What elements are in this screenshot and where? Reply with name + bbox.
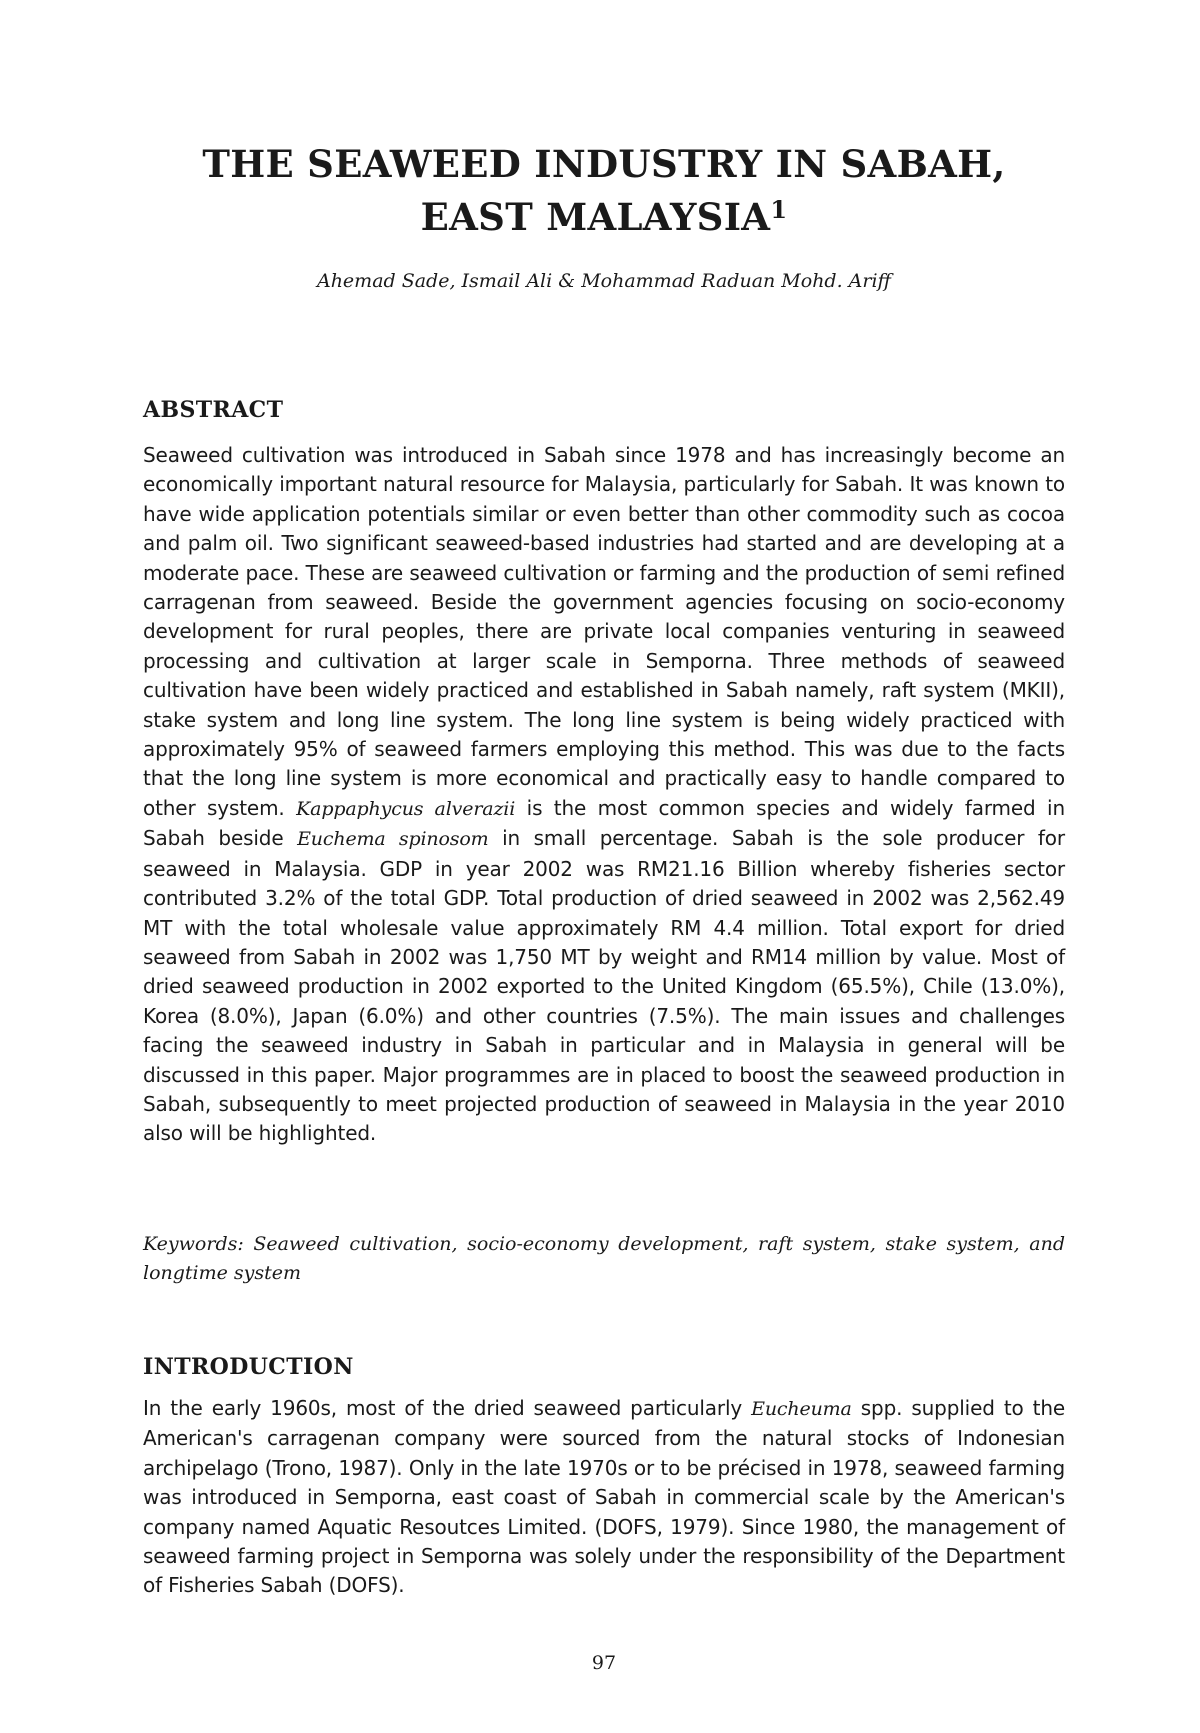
abstract-text-part-3: in small percentage. Sabah is the sole producer for seaweed in Malaysia. GDP in year 2002 was RM21.16 Billion whereby fisheries sector contributed 3.2% of the total GDP. Total production of dried seaweed in 2002 was 2,562.49 MT with the total wholesale value approximately RM 4.4 million. Total export for dried seaweed from Sabah in 2002 was 1,750 MT by weight and RM14 million by value. Most of dried seaweed production in 2002 exported to the United Kingdom (65.5%), Chile (13.0%), Korea (8.0%), Japan (6.0%) and other countries (7.5%). The main issues and challenges facing the seaweed industry in Sabah in particular and in Malaysia in general will be discussed in this paper. Major programmes are in placed to boost the seaweed production in Sabah, subsequently to meet projected production of seaweed in Malaysia in the year 2010 also will be highlighted.	[143, 826, 1065, 1146]
abstract-text-part-2: is the most common species and widely farmed in Sabah beside	[143, 795, 1065, 851]
introduction-heading: INTRODUCTION	[143, 1354, 354, 1380]
species-name-euchema: Euchema spinosom	[297, 828, 489, 851]
abstract-heading: ABSTRACT	[143, 397, 284, 423]
abstract-text-part-1: Seaweed cultivation was introduced in Sabah since 1978 and has increasingly become an economically important natural resource for Malaysia, particularly for Sabah. It was known to have wide application potentials similar or even better than other commodity such as cocoa and palm oil. Two significant seaweed-based industries had started and are developing at a moderate pace. These are seaweed cultivation or farming and the production of semi refined carragenan from seaweed. Beside the government agencies focusing on socio-economy development for rural peoples, there are private local companies venturing in seaweed processing and cultivation at larger scale in Semporna. Three methods of seaweed cultivation have been widely practiced and established in Sabah namely, raft system (MKII), stake system and long line system. The long line system is being widely practiced with approximately 95% of seaweed farmers employing this method. This was due to the facts that the long line system is more economical and practically easy to handle compared to other system.	[143, 443, 1065, 820]
paper-title	[143, 138, 1065, 244]
title-line-2: EAST MALAYSIA	[420, 195, 771, 239]
title-line-1: THE SEAWEED INDUSTRY IN SABAH,	[202, 142, 1006, 186]
genus-name-eucheuma: Eucheuma	[751, 1398, 852, 1420]
introduction-paragraph	[143, 1394, 1065, 1601]
author-list: Ahemad Sade, Ismail Ali & Mohammad Raduan Mohd. Ariff	[316, 270, 892, 292]
abstract-paragraph	[143, 441, 1065, 1149]
intro-text-part-2: spp. supplied to the American's carragenan company were sourced from the natural stocks of Indonesian archipelago (Trono, 1987). Only in the late 1970s or to be précised in 1978, seaweed farming was introduced in Semporna, east coast of Sabah in commercial scale by the American's company named Aquatic Resoutces Limited. (DOFS, 1979). Since 1980, the management of seaweed farming project in Semporna was solely under the responsibility of the Department of Fisheries Sabah (DOFS).	[143, 1396, 1065, 1598]
intro-text-part-1: In the early 1960s, most of the dried seaweed particularly	[143, 1396, 743, 1420]
page-number: 97	[591, 1652, 617, 1674]
species-name-kappaphycus: Kappaphycus alverazii	[296, 797, 516, 820]
paper-page	[143, 0, 1065, 1733]
title-footnote-mark[interactable]: 1	[770, 195, 788, 224]
keywords-line: Keywords: Seaweed cultivation, socio-economy development, raft system, stake system, and longtime system	[143, 1233, 1065, 1284]
